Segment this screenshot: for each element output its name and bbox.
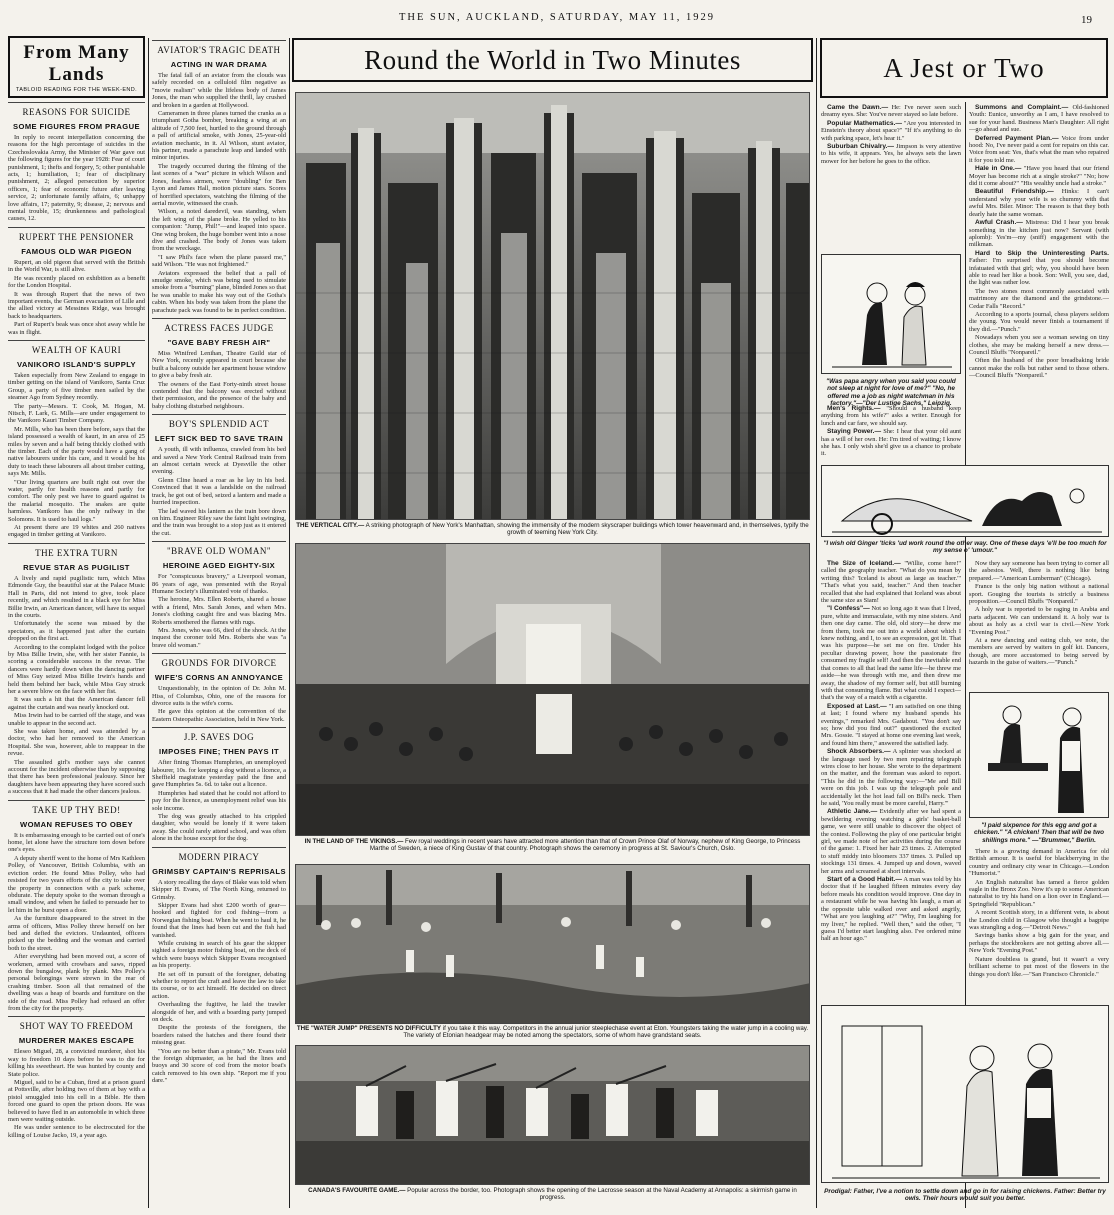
masthead-text: THE SUN, AUCKLAND, SATURDAY, MAY 11, 1929: [399, 11, 715, 23]
story-body: [152, 350, 286, 410]
jest-text: "Have you heard that our friend Moyer has become rich at a single stroke?" "No; how did it come about?" "His wealthy uncle had a stroke.": [969, 165, 1109, 188]
caption-lead: THE "WATER JUMP" PRESENTS NO DIFFICULTY: [296, 1025, 442, 1032]
column-rule: [289, 38, 290, 1208]
caption-text: A striking photograph of New York's Manhattan, showing the immensity of the modern skyscraper buildings which tower heavenward and, in themselves, typify the growth of teeming New York City.: [365, 522, 809, 537]
story-paragraph: It was through Rupert that the news of two important events, the German evacuation of Lille and the allied victory at Messines Ridge, was brought back to headquarters.: [8, 290, 145, 320]
story-body: [8, 1048, 145, 1139]
round-the-world-header: [292, 38, 813, 82]
story-paragraph: A youth, ill with influenza, crawled from his bed and saved a New York Central Railroad train from an almost certain wreck at Dyesville the other evening.: [152, 446, 286, 476]
story-body: [152, 72, 286, 314]
caption-lead: IN THE LAND OF THE VIKINGS.—: [304, 838, 404, 845]
story-headline: THE EXTRA TURN: [8, 543, 145, 558]
jest-column-b-bottom: [969, 848, 1109, 998]
story-paragraph: He gave this opinion at the convention of the Eastern Osteopathic Association, held in New York.: [152, 708, 286, 723]
caption-lead: THE VERTICAL CITY.—: [296, 522, 365, 529]
story-headline: WEALTH OF KAURI: [8, 340, 145, 355]
cartoon-ginger: [821, 465, 1109, 537]
story-paragraph: He set off in pursuit of the foreigner, debating whether to report the craft and leave the law to take its course, or to act himself. He decided on direct action.: [152, 970, 286, 1000]
story-headline: TAKE UP THY BED!: [8, 800, 145, 815]
story-paragraph: A lively and rapid pugilistic turn, which Miss Edmonde Guy, the beautiful star at the Palace Music Hall in Paris, did not intend to give, took place recently, and which resulted in a black eye for Miss Billie Irwin, an American dancer, will have its sequel in the courts.: [8, 574, 145, 619]
story-subheadline: IMPOSES FINE; THEN PAYS IT: [158, 747, 280, 757]
caption-lacrosse: [295, 1187, 810, 1202]
jest-text: She: I hear that your old aunt has a will of her own. He: I'm tired of waiting; I know she has. I only wish she'd give us a chance to probate it.: [821, 428, 961, 458]
cartoon-egg-chicken: [969, 692, 1109, 818]
jest-item: [969, 848, 1109, 878]
jest-item: [821, 605, 961, 701]
story-paragraph: As the furniture disappeared to the street in the arms of officers, Miss Polley threw herself on her bed and defied the evictors. Undaunted, officers picked up the bedding and the woman and carried both to the street.: [8, 915, 145, 952]
section-subtitle: TABLOID READING FOR THE WEEK-END.: [15, 87, 138, 93]
story-paragraph: Miguel, said to be a Cuban, fired at a prison guard at Pottsville, after holding two of them at bay with a pistol smuggled into his cell in a Bible. He then forced one guard to open the prison doors. He was believed to have fled in an automobile in which three men were waiting outside.: [8, 1079, 145, 1124]
vertical-city-photo: [295, 92, 810, 520]
story-paragraph: Mr. Mills, who has been there before, says that the island possessed a wealth of kauri, in an area of 25 miles by seven and a half being thickly clothed with the timber. Each of the party would have a gang of native labourers under his care, and it would be his duty to teach these labourers all about timber cutting, says Mr. Mills.: [8, 425, 145, 478]
story-paragraph: Eleseo Miguel, 28, a convicted murderer, shot his way to freedom 10 days before he was to die for killing his sweetheart. He was hunted by county and State police.: [8, 1048, 145, 1078]
jest-text: There is a growing demand in America for old British armour. It is useful for blackberrying in the country and ordinary city wear in Chicago.—London "Humorist.": [969, 848, 1109, 878]
jest-lead: Hale in One.—: [975, 165, 1022, 173]
jest-lead: Popular Mathematics.—: [827, 119, 902, 127]
jest-text: A holy war is reported to be raging in Arabia and parts adjacent. We can understand it. A holy war is about as holy as a civil war is civil.—New York "Evening Post.": [969, 606, 1109, 636]
jest-item: [969, 219, 1109, 249]
jest-text: "Are you interested in Einstein's theory about space?" "If it's anything to do with parking space, let's hear it.": [821, 119, 961, 142]
news-story: [152, 847, 286, 1085]
news-story: [152, 40, 286, 314]
story-paragraph: "You are no better than a pirate," Mr. Evans told the foreign shipmaster, as he had the lines and buoys and 30 score of cod from the motor boat's catch removed to his own ship. "Report me if you dare.": [152, 1047, 286, 1085]
jest-item: [969, 165, 1109, 187]
caption-vertical-city: [295, 522, 810, 537]
jest-text: Father: I'm surprised that you should become infatuated with that girl; why, you should have been able to read her like a book. Son: Well, you see, dad, the light was rather low.: [969, 257, 1109, 287]
column-rule: [816, 38, 817, 1208]
story-subheadline: WOMAN REFUSES TO OBEY: [20, 819, 133, 829]
jest-lead: Exposed at Last.—: [827, 702, 887, 710]
story-body: [152, 573, 286, 649]
church-interior-image: [296, 544, 810, 836]
story-paragraph: Part of Rupert's beak was once shot away while he was in flight.: [8, 321, 145, 336]
jest-item: [821, 560, 961, 604]
story-body: [8, 134, 145, 223]
jest-item: [969, 583, 1109, 605]
jest-column-b-top: [969, 104, 1109, 460]
section-title: Round the World in Two Minutes: [364, 44, 741, 75]
news-story: [8, 800, 145, 1013]
masthead: [0, 0, 1114, 34]
story-headline: RUPERT THE PENSIONER: [8, 227, 145, 242]
jest-text: A man was told by his doctor that if he laughed fifteen minutes every day before meals his condition would improve. One day in a restaurant while he was having his laugh, a man at the opposite table walked over and asked angrily, "What are you laughing at?" "Why, I'm laughing for my liver," he replied. "Well then," said the other, "I guess I'd better start laughing also. I've ordered mine half an hour ago.": [821, 876, 961, 943]
story-body: [8, 372, 145, 539]
news-story: [152, 414, 286, 537]
story-paragraph: Miss Irwin had to be carried off the stage, and was unable to appear in the second act.: [8, 712, 145, 727]
jest-item: [969, 104, 1109, 134]
story-paragraph: "I saw Phil's face when the plane passed me," said Wilson. "He was not frightened.": [152, 253, 286, 269]
mid-stories: [152, 40, 286, 1085]
story-subheadline: LEFT SICK BED TO SAVE TRAIN: [154, 434, 284, 444]
story-headline: J.P. SAVES DOG: [152, 727, 286, 742]
news-story: [152, 727, 286, 842]
story-subheadline: REVUE STAR AS PUGILIST: [23, 562, 130, 572]
story-headline: ACTRESS FACES JUDGE: [152, 318, 286, 333]
jest-text: The two stones most commonly associated with matrimony are the diamond and the grindstone.—Cedar Falls "Record.": [969, 287, 1109, 310]
jest-lead: Deferred Payment Plan.—: [975, 134, 1059, 142]
jest-text: Jimpson is very attentive to his wife, it appears. Yes, he always sets the lawn mower for her before he goes to the office.: [821, 143, 961, 165]
jest-text: An English naturalist has tamed a fierce golden eagle in the Bronx Zoo. Now it's up to some American naturalist to try his hand on a lion over in England.—Springfield "Republican.": [969, 878, 1109, 908]
jest-item: [969, 606, 1109, 636]
story-paragraph: A story recalling the days of Blake was told when Skipper H. Evans, of The North King, returned to Grimsby.: [152, 878, 286, 901]
story-subheadline: FAMOUS OLD WAR PIGEON: [21, 246, 132, 256]
cartoon-caption-2: "I wish old Ginger 'ticks 'ud work round the other way. One of these days 'e'll be too much for my sense o' 'umour.": [823, 540, 1107, 555]
story-headline: AVIATOR'S TRAGIC DEATH: [152, 40, 286, 55]
story-paragraph: The assaulted girl's mother says she cannot account for the incident otherwise than by supposing that there has been professional jealousy. Since her daughters have been appearing they have scored such a success that it had made the other dancers jealous.: [8, 758, 145, 796]
section-title: From Many Lands: [23, 42, 130, 85]
jest-item: [821, 405, 961, 427]
story-paragraph: The tragedy occurred during the filming of the last scenes of a "war" picture in which Wilson and Jones, fearless airmen, were "doubling" for Ben Lyon and James Hall, motion picture stars. Scores of horrified spectators, watching the filming of the aerial movie, witnessed the crash.: [152, 162, 286, 207]
jest-item: [969, 956, 1109, 978]
story-paragraph: Cameramen in three planes turned the cranks as a triumphant Gotha bomber, breaking a wing at an altitude of 7,500 feet, hurtled to the ground through a pall of artificial smoke, with Jones, 25-year-old aviation mechanic, in it. Al Wilson, stunt aviator, his partner, made a parachute leap and landed with minor injuries.: [152, 110, 286, 162]
caption-royal-wedding: [295, 838, 810, 853]
steeplechase-image: [296, 865, 810, 1024]
cartoon-caption-3: "I paid sixpence for this egg and got a chicken." "A chicken! Then that will be two shillings more." —"Brummer," Berlin.: [973, 822, 1105, 844]
jest-text: France is the only big nation without a national sport. Gouging the tourists is strictly a business proposition.—Council Bluffs "Nonpareil.": [969, 583, 1109, 606]
jest-item: [969, 879, 1109, 909]
news-story: [8, 102, 145, 223]
story-body: [8, 832, 145, 1013]
left-stories: [8, 102, 145, 1139]
jest-text: Savings banks show a big gain for the year, and perhaps the stockbrokers are not getting above all.—New York "Evening Post.": [969, 932, 1109, 955]
jest-lead: Athletic Jane.—: [827, 808, 878, 816]
news-story: [8, 227, 145, 336]
story-subheadline: "GAVE BABY FRESH AIR": [167, 338, 271, 347]
story-headline: SHOT WAY TO FREEDOM: [8, 1016, 145, 1031]
jest-item: [969, 637, 1109, 667]
story-paragraph: The fatal fall of an aviator from the clouds was safely recorded on a celluloid film negative as "movie realism" while the lifeless body of James Jones, the man who supplied the thrill, lay crushed and broken in a garden at Hollywood.: [152, 72, 286, 109]
jest-header: [820, 38, 1108, 98]
jest-item: [821, 748, 961, 807]
jest-item: [969, 250, 1109, 287]
story-headline: BOY'S SPLENDID ACT: [152, 414, 286, 429]
story-paragraph: He was under sentence to be electrocuted for the killing of Louise Jacko, 19, a year ago.: [8, 1124, 145, 1139]
caption-text: Popular across the border, too. Photograph shows the opening of the Lacrosse season at the Naval Academy at Annapolis: a skirmish game in progress.: [407, 1187, 797, 1202]
story-paragraph: It is embarrassing enough to be carried out of one's home, let alone have the structure torn down before one's eyes.: [8, 831, 145, 854]
jest-item: [969, 357, 1109, 379]
jest-item: [969, 909, 1109, 931]
news-story: [152, 653, 286, 723]
story-paragraph: In reply to recent interpellation concerning the reasons for the high percentage of suicides in the Czechoslovakia Army, the Minister of War gave out the following figures for the year 1928: Fear of court punishment, 1; thefts and forgery, 5; other punishable acts, 1; humiliation, 1; fear of disciplinary punishment, 2; alleged persecution by superior officers, 1; fear of economic future after leaving service, 2; unfortunate family affairs, 6; unhappy love affairs, 17; paternity, 9; disease, 2; nervous and mental trouble, 15; drunkenness and pathological causes, 12.: [8, 134, 145, 223]
cartoon-father-son-image: [822, 1006, 1109, 1183]
jest-text: According to a sports journal, chess players seldom die young. You would never finish a tournament if they did.—"Punch.": [969, 310, 1109, 333]
jest-lead: The Size of Iceland.—: [827, 560, 901, 567]
jest-text: Mistress: Did I hear you break something in the kitchen just now? Servant (with aplomb): Yes'm—my (sniff) engagement with the milkman.: [969, 219, 1109, 249]
cartoon-caption-1: "Was papa angry when you said you could not sleep at night for love of me?" "No, he offered me a job as night watchman in his factory."—"Der Lustige Sachs," Leipzig.: [826, 378, 956, 408]
jest-item: [969, 135, 1109, 165]
cartoon-night-watchman: [821, 254, 961, 374]
jest-text: Hinks: I can't understand why your wife is so chummy with that awful Mrs. Biler. Minor: The reason is that they both dearly hate the same woman.: [969, 188, 1109, 218]
jest-item: [821, 120, 961, 142]
story-paragraph: After fining Thomas Humphries, an unemployed labourer, 10s. for keeping a dog without a licence, a Sheffield magistrate yesterday paid the fine and gave Humphries 5s. 6d. to take out a licence.: [152, 759, 286, 789]
news-story: [152, 318, 286, 410]
from-many-lands-header: [8, 36, 145, 98]
jest-item: [821, 428, 961, 458]
story-paragraph: He was recently placed on exhibition as a benefit for the London Hospital.: [8, 274, 145, 290]
story-paragraph: She was taken home, and was attended by a doctor, who had her removed to the American Hospital. She was, however, able to reappear in the revue.: [8, 728, 145, 758]
jest-text: He: I've never seen such dreamy eyes. She: You've never stayed so late before.: [821, 104, 961, 119]
jest-text: Evidently after we had spent a bewildering evening watching a girls' basket-ball game, we were still unable to discover the object of the contest. Following the play of one particular bright girl, we made note of her activities during the course of the game: 1. Fixed her hair 23 times. 2. Attempted to stuff middy into bloomers 337 times. 3. Pulled up stockings 131 times. 4. Jumped up and down, waved her arms and screamed at short intervals.: [821, 808, 961, 875]
story-paragraph: According to the complaint lodged with the police by Miss Billie Irwin, she, with her sister Fannie, is scoring a considerable success in the revue. The dancers were hardly down when the dancing partner of Miss Guy seized Miss Billie Irwin's hands and held them behind her back, while Miss Guy struck her a severe blow on the face with her fist.: [8, 643, 145, 695]
story-paragraph: Mrs. Jones, who was 66, died of the shock. At the inquest the coroner told Mrs. Roberts she was "a brave old woman.": [152, 626, 286, 649]
jest-column-a-top: [821, 104, 961, 254]
jest-text: A splinter was shocked at the language used by two men repairing telegraph wires close to her house. She wrote to the department on the matter, and the foreman was asked to report. "This he did in the following way:—"Me and Bill were on this job. I was up the telegraph pole and accidentally let the hot lead fall on Bill's neck. Then he said, 'You really must be more careful, Harry.'": [821, 748, 961, 807]
story-paragraph: Glenn Cline heard a roar as he lay in his bed. Convinced that it was a landslide on the railroad track, he got out of bed, seized a lantern and made a hurried inspection.: [152, 476, 286, 507]
jest-text: Nature doubtless is grand, but it wasn't a very brilliant scheme to put most of the flowers in the things you don't like.—"San Francisco Chronicle.": [969, 955, 1109, 978]
jest-item: [969, 311, 1109, 333]
page-number: 19: [1081, 14, 1092, 26]
jest-item: [821, 104, 961, 119]
story-paragraph: "Our living quarters are built right out over the water, partly for health reasons and partly for comfort. The only pest we have to guard against is the malarial mosquito. The snakes are quite harmless. Vanikoro has the only railway in the Solomons. It is used to haul logs.": [8, 478, 145, 523]
jest-item: [969, 560, 1109, 582]
story-paragraph: Wilson, a noted daredevil, was standing, when the left wing of the plane broke. He yelled to his companion: "Jump, Phil!"—and leaped into space. One wing broken, the huge bomber went into a nose dive and crashed. The body of Jones was taken from the wreckage.: [152, 208, 286, 253]
story-paragraph: Aviators expressed the belief that a pall of smudge smoke, which was being used to simulate smoke from a "burning" plane, blinded Jones so that he was unable to make his way out of the Gotha's cabin. When his body was taken from the plane the parachute pack was found to be in perfect condition.: [152, 269, 286, 314]
jest-lead: Staying Power.—: [827, 428, 882, 436]
story-subheadline: VANIKORO ISLAND'S SUPPLY: [17, 359, 136, 369]
jest-item: [969, 334, 1109, 356]
jest-lead: Summons and Complaint.—: [975, 104, 1069, 111]
jest-lead: Beautiful Friendship.—: [975, 188, 1054, 196]
cartoon-couple-image: [822, 255, 961, 374]
caption-text: if you take it this way. Competitors in the annual junior steeplechase event at Eton. Youngsters taking the water jump in a cooling way. The variety of Etonian headgear may be noted among the spectators, some of whom have grandstand seats.: [403, 1025, 809, 1040]
jest-item: [821, 808, 961, 875]
jest-column-a-mid: [821, 405, 961, 465]
story-subheadline: MURDERER MAKES ESCAPE: [18, 1036, 135, 1046]
news-story: [8, 340, 145, 539]
jest-item: [969, 188, 1109, 218]
jest-item: [969, 288, 1109, 310]
jest-item: [969, 932, 1109, 954]
lacrosse-game-image: [296, 1046, 810, 1185]
column-rule: [148, 38, 149, 1208]
story-paragraph: Overhauling the fugitive, he laid the trawler alongside of her, and with a boarding party jumped on deck.: [152, 1001, 286, 1023]
story-paragraph: While cruising in search of his gear the skipper sighted a foreign motor fishing boat, on the deck of which were buoys which Skipper Evans recognised as his property.: [152, 939, 286, 970]
story-paragraph: Unfortunately the scene was missed by the spectators, as it happened just after the curtain dropped on the first act.: [8, 620, 145, 643]
cartoon-caption-4: Prodigal: Father, I've a notion to settle down and go in for raising chickens. Father: Better try owls. Their hours would suit you better.: [824, 1188, 1106, 1203]
story-headline: GROUNDS FOR DIVORCE: [152, 653, 286, 668]
news-story: [8, 1016, 145, 1139]
story-paragraph: It was such a hit that the American dancer fell against the curtain and was nearly knocked out.: [8, 696, 145, 711]
story-paragraph: Taken especially from New Zealand to engage in timber getting on the island of Vanikoro, Santa Cruz Group, a party of five timber men sailed by the steamer Ago from Sydney recently.: [8, 371, 145, 402]
story-paragraph: The dog was greatly attached to his crippled daughter, who would be lonely if it were taken away. She could rarely attend school, and was often alone in the house except for the dog.: [152, 813, 286, 843]
jest-text: Old-fashioned Youth: Eunice, unworthy as I am, I have resolved to sue for your hand. Business Man's Daughter: All right—go ahead and sue.: [969, 104, 1109, 134]
news-story: [152, 541, 286, 649]
story-paragraph: At present there are 19 whites and 260 natives engaged in timber getting at Vanikoro.: [8, 524, 145, 539]
story-headline: MODERN PIRACY: [152, 847, 286, 862]
story-paragraph: Despite the protests of the foreigners, the boarders raised the hatches and there found their missing gear.: [152, 1024, 286, 1047]
story-paragraph: Rupert, an old pigeon that served with the British in the World War, is still alive.: [8, 258, 145, 274]
jest-text: "Should a husband keep anything from his wife?" asks a writer. Enough for lunch and car fare, we should say.: [821, 405, 961, 427]
jest-lead: "I Confess"—: [827, 605, 870, 613]
story-paragraph: The heroine, Mrs. Ellen Roberts, shared a house with a friend, Mrs. Sarah Jones, and when Mrs. Jones's clothing caught fire and was blazing Mrs. Roberts smothered the flames with rugs.: [152, 596, 286, 626]
story-headline: REASONS FOR SUICIDE: [8, 102, 145, 117]
story-paragraph: Skipper Evans had shot £200 worth of gear—hooked and fighted for cod fishing—from a Norwegian fishing boat. When he went to haul it, he found that the lines had been cut and the fish had vanished.: [152, 901, 286, 939]
story-body: [152, 446, 286, 537]
news-story: [8, 543, 145, 796]
jest-text: "I am satisfied on one thing at last; I found where my husband spends his evenings," remarked Mrs. Gadabout. "You don't say so; how did you find out?" questioned the excited Mrs. Gossie. "I stayed at home one evening last week, and found him there," answered the satisfied lady.: [821, 702, 961, 747]
jest-column-b-lower: [969, 560, 1109, 690]
story-body: [152, 759, 286, 842]
jest-text: Nowadays when you see a woman sewing on tiny clothes, she may be making herself a new dress.—Council Bluffs "Nonpareil.": [969, 334, 1109, 356]
jest-item: [821, 876, 961, 943]
caption-text: Few royal weddings in recent years have attracted more attention than that of Crown Prince Olaf of Norway, nephew of King George, to Princess Marthe of Sweden, a niece of King Gustav of that country. Photograph shows the ceremony in progress at St. Saviour's Church, Oslo.: [369, 838, 801, 853]
jest-item: [821, 143, 961, 165]
jest-text: Now they say someone has been trying to corner all the asbestos. Well, there is nothing like being prepared.—"American Lumberman" (Chicago).: [969, 560, 1109, 582]
jest-lead: Men's Rights.—: [827, 405, 881, 412]
jest-text: Voice from under hood: No, I've never paid a cent for repairs on this car. Voice from seat: Yes, that's what the man who repaired it for you told me.: [969, 134, 1109, 164]
from-many-lands-column: [8, 36, 145, 1211]
story-subheadline: SOME FIGURES FROM PRAGUE: [13, 122, 140, 131]
jest-text: Often the husband of the poor breadbaking bride cannot make the rolls but rather send to those others.—Council Bluffs "Nonpareil.": [969, 357, 1109, 380]
jest-lead: Suburban Chivalry.—: [827, 143, 894, 151]
mid-news-column: [152, 36, 286, 1211]
story-headline: "BRAVE OLD WOMAN": [152, 541, 286, 556]
story-paragraph: For "conspicuous bravery," a Liverpool woman, 86 years of age, was presented with the Royal Humane Society's illuminated vote of thanks.: [152, 573, 286, 595]
story-paragraph: After everything had been moved out, a score of workmen, armed with crowbars and saws, ripped down the bungalow, plank by plank. Mrs Polley's personal belongings were strewn in the rear of crashing timber. Soon all that remained of the dwelling was a heap of boards and furniture on the side of the road. Miss Polley had refused an offer from the city for the property.: [8, 953, 145, 1012]
story-subheadline: GRIMSBY CAPTAIN'S REPRISALS: [152, 866, 286, 876]
story-body: [152, 685, 286, 723]
jest-text: "Willie, come here!" called the geography teacher. "What do you mean by writing this? 'Iceland is about as large as teacher.'" "That's what you said, teacher." And then teacher recalled that she had explained that Iceland was about the same size as Siam!: [821, 560, 961, 605]
cartoon-waiter-image: [970, 693, 1109, 818]
story-paragraph: A deputy sheriff went to the home of Mrs Kathleen Polley, of Vancouver, British Columbia, with an eviction order. He found Miss Polley, who had resisted for two years efforts of the city to take over the property in connection with a park scheme, obdurate. The deputy spoke to the woman through a small window, and when he failed to persuade her to let him in he burst open a door.: [8, 854, 145, 914]
story-paragraph: Unquestionably, in the opinion of Dr. John M. Hiss, of Columbus, Ohio, one of the reasons for divorce suits is the wife's corns.: [152, 685, 286, 707]
jest-lead: Start of a Good Habit.—: [827, 876, 902, 884]
lacrosse-photo: [295, 1045, 810, 1185]
caption-water-jump: [295, 1025, 810, 1040]
story-subheadline: WIFE'S CORNS AN ANNOYANCE: [154, 673, 284, 683]
story-body: [8, 575, 145, 796]
story-subheadline: ACTING IN WAR DRAMA: [170, 60, 268, 69]
cartoon-horse-cart-image: [822, 466, 1109, 537]
skyscraper-image: [296, 93, 810, 520]
caption-lead: CANADA'S FAVOURITE GAME.—: [308, 1187, 406, 1194]
story-body: [8, 259, 145, 336]
jest-text: At a new dancing and eating club, we note, the members are served by waiters in golf kit. Dancers, though, are more accustomed to being served by hazards in the guise of waiters.—"Punch.": [969, 637, 1109, 667]
story-paragraph: The party—Messrs. T. Cook, M. Hogan, M. Nitsch, F. Lark, G. Mills—are under engagement to the Vanikoro Kauri Timber Company.: [8, 402, 145, 425]
jest-text: A recent Scottish story, in a different vein, is about the London child in Glasgow who thought a bagpipe was strangling a dog.—"Detroit News.": [969, 909, 1109, 932]
story-paragraph: Humphries had stated that he could not afford to pay for the licence, as unemployment relief was his sole income.: [152, 789, 286, 812]
section-title: A Jest or Two: [883, 52, 1045, 83]
jest-text: Not so long ago it was that I lived, pure, white and immaculate, with my nine sisters. And then one day came. The old, old story—he drew me from them, took me out into a world about which I knew nothing, and I, to see an expression, got lit. That was his purpose—he set me on fire. Under his peculiar drawing power, how the passionate fire consumed my fragile self! And then the inevitable end that comes to all that lead the same life—he threw me aside—he was through with me, and then drew me away, the shadow of my former self, but still burning with that consuming flame. But what could I expect—that's the way of a match with a cigarette.: [821, 605, 961, 702]
cartoon-prodigal: [821, 1005, 1109, 1183]
jest-item: [821, 703, 961, 747]
water-jump-photo: [295, 864, 810, 1024]
story-paragraph: The lad waved his lantern as the train bore down on him. Engineer Riley saw the faint light swinging, and the train was brought to a stop just as it entered the cut.: [152, 507, 286, 537]
jest-lead: Hard to Skip the Uninteresting Parts.: [975, 249, 1109, 257]
jest-lead: Awful Crash.—: [975, 219, 1023, 227]
jest-lead: Shock Absorbers.—: [827, 748, 891, 756]
story-paragraph: Miss Winifred Lenihan, Theatre Guild star of New York, recently appeared in court because she built a balcony outside her apartment house window to give a baby fresh air.: [152, 350, 286, 380]
story-subheadline: HEROINE AGED EIGHTY-SIX: [162, 561, 276, 571]
royal-wedding-photo: [295, 543, 810, 836]
jest-lead: Came the Dawn.—: [827, 104, 889, 111]
story-body: [152, 879, 286, 1085]
story-paragraph: The owners of the East Forty-ninth street house contended that the balcony was erected without their permission, and the presence of the baby and baby clothing disturbed neighbours.: [152, 380, 286, 410]
